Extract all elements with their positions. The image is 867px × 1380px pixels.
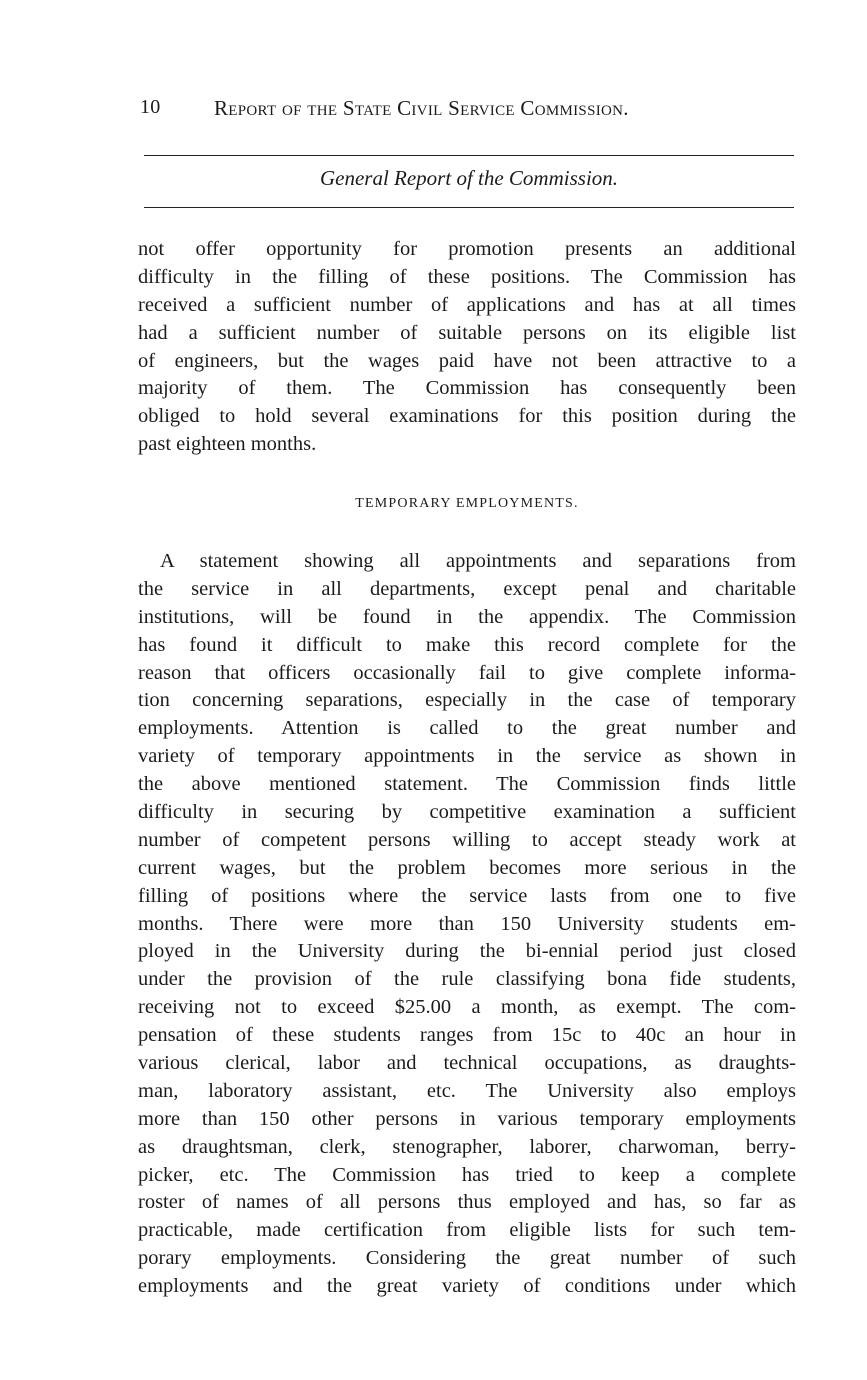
text-line: reason that officers occasionally fail to give complete informa-: [138, 661, 796, 684]
text-line: roster of names of all persons thus employed and has, so far as: [138, 1191, 796, 1214]
text-line: as draughtsman, clerk, stenographer, laborer, charwoman, berry-: [138, 1135, 796, 1158]
text-line: past eighteen months.: [138, 433, 317, 456]
subheading-temporary-employments: TEMPORARY EMPLOYMENTS.: [355, 496, 579, 511]
paragraph-temporary-employments: [138, 548, 796, 1301]
text-line: under the provision of the rule classifying bona fide students,: [138, 968, 796, 991]
section-heading: General Report of the Commission.: [319, 166, 619, 190]
text-line: not offer opportunity for promotion presents an additional: [138, 238, 796, 260]
text-line: difficulty in the filling of these positions. The Commission has: [138, 265, 796, 288]
text-line: number of competent persons willing to accept steady work at: [138, 828, 796, 851]
top-rule: [144, 155, 794, 156]
text-line: various clerical, labor and technical occupations, as draughts-: [138, 1052, 796, 1075]
text-line: majority of them. The Commission has consequently been: [138, 377, 796, 400]
text-line: picker, etc. The Commission has tried to keep a complete: [138, 1163, 796, 1186]
text-line: porary employments. Considering the great number of such: [138, 1247, 796, 1270]
text-line: has found it difficult to make this record complete for the: [138, 633, 796, 656]
text-line: employments and the great variety of conditions under which: [138, 1275, 796, 1298]
text-line: pensation of these students ranges from 15c to 40c an hour in: [138, 1024, 796, 1047]
text-line: employments. Attention is called to the great number and: [138, 717, 796, 740]
text-line: received a sufficient number of applications and has at all times: [138, 293, 796, 316]
text-line: the above mentioned statement. The Commission finds little: [138, 773, 796, 796]
text-line: variety of temporary appointments in the service as shown in: [138, 745, 796, 768]
text-line: current wages, but the problem becomes more serious in the: [138, 856, 796, 879]
text-line: A statement showing all appointments and separations from: [160, 550, 796, 572]
text-line: the service in all departments, except penal and charitable: [138, 577, 796, 600]
text-line: ployed in the University during the bi-ennial period just closed: [138, 940, 796, 963]
text-line: tion concerning separations, especially in the case of temporary: [138, 689, 796, 712]
running-head: [140, 96, 740, 126]
text-line: of engineers, but the wages paid have not been attractive to a: [138, 349, 796, 372]
bottom-rule: [144, 207, 794, 208]
text-line: difficulty in securing by competitive examination a sufficient: [138, 801, 796, 824]
text-line: had a sufficient number of suitable persons on its eligible list: [138, 321, 796, 344]
text-line: practicable, made certification from eligible lists for such tem-: [138, 1219, 796, 1242]
paragraph-promotion: [138, 236, 796, 459]
running-title: Report of the State Civil Service Commission.: [214, 96, 629, 120]
text-line: months. There were more than 150 University students em-: [138, 912, 796, 935]
page-number: 10: [140, 96, 161, 118]
text-line: filling of positions where the service lasts from one to five: [138, 884, 796, 907]
text-line: man, laboratory assistant, etc. The University also employs: [138, 1079, 796, 1102]
text-line: receiving not to exceed $25.00 a month, as exempt. The com-: [138, 996, 796, 1019]
text-line: obliged to hold several examinations for this position during the: [138, 405, 796, 428]
text-line: institutions, will be found in the appendix. The Commission: [138, 605, 796, 628]
text-line: more than 150 other persons in various temporary employments: [138, 1107, 796, 1130]
